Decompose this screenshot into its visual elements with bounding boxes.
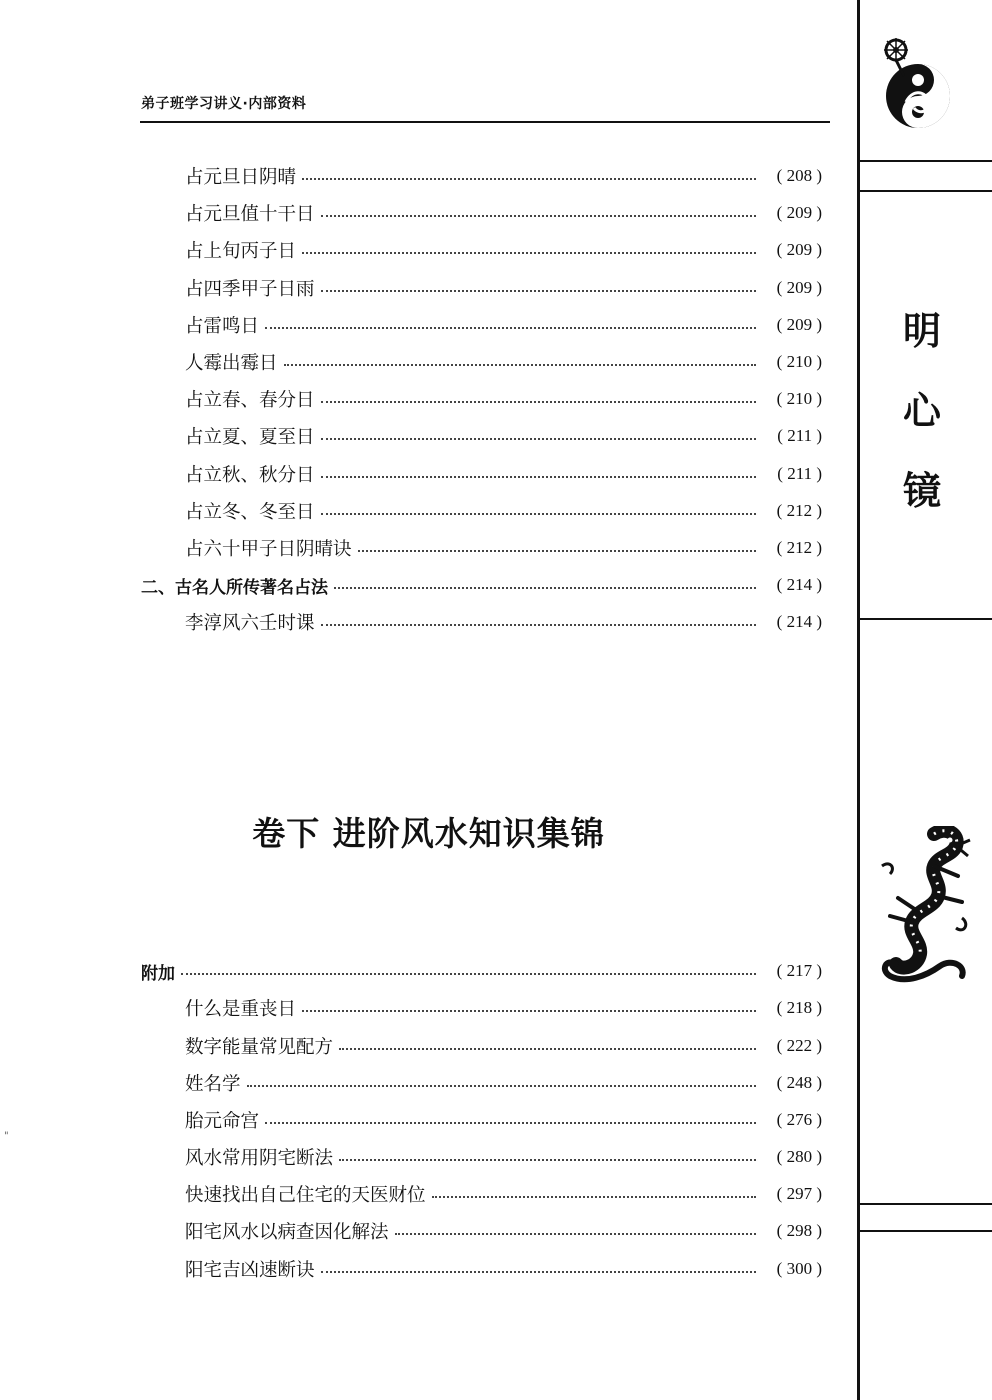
toc-entry-title: 占元旦值十干日 bbox=[185, 204, 315, 225]
toc-entry-title: 附加 bbox=[141, 963, 175, 984]
sidebar-rule bbox=[858, 1203, 992, 1205]
dot-leader bbox=[284, 364, 756, 366]
side-title-char: 明 bbox=[902, 309, 941, 353]
dot-leader bbox=[265, 327, 756, 329]
toc-entry[interactable] bbox=[185, 384, 822, 414]
dot-leader bbox=[321, 401, 756, 403]
dot-leader bbox=[302, 252, 756, 254]
dot-leader bbox=[339, 1159, 756, 1161]
dot-leader bbox=[265, 1122, 756, 1124]
dot-leader bbox=[321, 476, 756, 478]
toc-entry-title: 胎元命宫 bbox=[185, 1111, 260, 1132]
toc-entry-title: 占立秋、秋分日 bbox=[185, 465, 315, 486]
toc-entry[interactable] bbox=[185, 459, 822, 489]
dot-leader bbox=[302, 1010, 756, 1012]
dot-leader bbox=[321, 513, 756, 515]
toc-entry-title: 占六十甲子日阴晴诀 bbox=[185, 539, 352, 560]
toc-entry[interactable] bbox=[185, 235, 822, 265]
toc-entry-title: 快速找出自己住宅的天医财位 bbox=[185, 1185, 426, 1206]
toc-entry-title: 风水常用阴宅断法 bbox=[185, 1148, 334, 1169]
dot-leader bbox=[247, 1085, 756, 1087]
toc-entry[interactable] bbox=[185, 347, 822, 377]
toc-entry-page: ( 211 ) bbox=[777, 464, 822, 483]
toc-entry[interactable] bbox=[185, 198, 822, 228]
dot-leader bbox=[432, 1196, 756, 1198]
dot-leader bbox=[321, 1271, 756, 1273]
toc-entry-page: ( 298 ) bbox=[776, 1221, 822, 1240]
sidebar-rule bbox=[858, 190, 992, 192]
toc-entry-page: ( 208 ) bbox=[776, 166, 822, 185]
dot-leader bbox=[321, 290, 756, 292]
toc-entry-title: 占立春、春分日 bbox=[185, 390, 315, 411]
toc-entry-page: ( 209 ) bbox=[776, 278, 822, 297]
toc-entry[interactable] bbox=[185, 607, 822, 637]
dot-leader bbox=[358, 550, 756, 552]
toc-section-entry[interactable] bbox=[141, 956, 822, 986]
toc-entry-page: ( 218 ) bbox=[776, 998, 822, 1017]
toc-entry-page: ( 211 ) bbox=[777, 426, 822, 445]
toc-entry[interactable] bbox=[185, 421, 822, 451]
dot-leader bbox=[339, 1048, 756, 1050]
toc-entry[interactable] bbox=[185, 1216, 822, 1246]
sidebar-rule bbox=[858, 618, 992, 620]
toc-entry-page: ( 210 ) bbox=[776, 352, 822, 371]
toc-entry-page: ( 214 ) bbox=[776, 575, 822, 594]
toc-entry-page: ( 212 ) bbox=[776, 538, 822, 557]
dot-leader bbox=[321, 215, 756, 217]
sidebar-rule bbox=[858, 1230, 992, 1232]
toc-entry-page: ( 297 ) bbox=[776, 1184, 822, 1203]
toc-entry-page: ( 209 ) bbox=[776, 240, 822, 259]
dot-leader bbox=[321, 438, 756, 440]
toc-entry[interactable] bbox=[185, 1031, 822, 1061]
running-header: 弟子班学习讲义·内部资料 bbox=[141, 96, 307, 112]
toc-entry-title: 占上旬丙子日 bbox=[185, 241, 297, 262]
dragon-ornament-icon bbox=[876, 826, 972, 990]
toc-entry-page: ( 280 ) bbox=[776, 1147, 822, 1166]
header-rule bbox=[140, 121, 830, 123]
toc-entry-title: 占四季甲子日雨 bbox=[185, 279, 315, 300]
toc-entry-title: 数字能量常见配方 bbox=[185, 1037, 334, 1058]
toc-entry[interactable] bbox=[185, 1105, 822, 1135]
toc-entry[interactable] bbox=[185, 273, 822, 303]
toc-entry[interactable] bbox=[185, 1068, 822, 1098]
toc-entry-title: 占立冬、冬至日 bbox=[185, 502, 315, 523]
toc-entry-page: ( 276 ) bbox=[776, 1110, 822, 1129]
toc-entry-title: 阳宅吉凶速断诀 bbox=[185, 1260, 315, 1281]
toc-entry-page: ( 248 ) bbox=[776, 1073, 822, 1092]
toc-entry[interactable] bbox=[185, 533, 822, 563]
toc-entry[interactable] bbox=[185, 1179, 822, 1209]
toc-entry-page: ( 222 ) bbox=[776, 1036, 822, 1055]
toc-entry-title: 阳宅风水以病查因化解法 bbox=[185, 1222, 389, 1243]
toc-entry-page: ( 209 ) bbox=[776, 203, 822, 222]
volume-heading: 卷下 进阶风水知识集锦 bbox=[252, 814, 605, 853]
dot-leader bbox=[334, 587, 756, 589]
toc-entry-page: ( 210 ) bbox=[776, 389, 822, 408]
side-title-char: 镜 bbox=[902, 469, 941, 513]
toc-entry-page: ( 212 ) bbox=[776, 501, 822, 520]
toc-entry-title: 占元旦日阴晴 bbox=[185, 167, 297, 188]
toc-entry-title: 占立夏、夏至日 bbox=[185, 427, 315, 448]
toc-section-entry[interactable] bbox=[141, 570, 822, 600]
dot-leader bbox=[302, 178, 756, 180]
toc-entry[interactable] bbox=[185, 1142, 822, 1172]
sidebar-border bbox=[857, 0, 860, 1400]
dot-leader bbox=[395, 1233, 756, 1235]
toc-entry-page: ( 300 ) bbox=[776, 1259, 822, 1278]
side-title-char: 心 bbox=[902, 389, 941, 433]
yin-yang-emblem-icon bbox=[876, 36, 960, 136]
toc-entry-page: ( 209 ) bbox=[776, 315, 822, 334]
toc-entry[interactable] bbox=[185, 1254, 822, 1284]
toc-entry-title: 人霉出霉日 bbox=[185, 353, 278, 374]
sidebar-rule bbox=[858, 160, 992, 162]
toc-entry-title: 什么是重丧日 bbox=[185, 999, 297, 1020]
toc-entry-title: 二、古名人所传著名占法 bbox=[141, 577, 328, 598]
toc-entry-page: ( 214 ) bbox=[776, 612, 822, 631]
toc-entry-title: 李淳风六壬时课 bbox=[185, 613, 315, 634]
toc-entry[interactable] bbox=[185, 161, 822, 191]
dot-leader bbox=[321, 624, 756, 626]
toc-entry-title: 占雷鸣日 bbox=[185, 316, 260, 337]
toc-entry[interactable] bbox=[185, 310, 822, 340]
toc-entry-title: 姓名学 bbox=[185, 1074, 241, 1095]
dot-leader bbox=[181, 973, 756, 975]
toc-entry[interactable] bbox=[185, 993, 822, 1023]
toc-entry[interactable] bbox=[185, 496, 822, 526]
toc-entry-page: ( 217 ) bbox=[776, 961, 822, 980]
margin-mark: " bbox=[4, 1131, 9, 1142]
